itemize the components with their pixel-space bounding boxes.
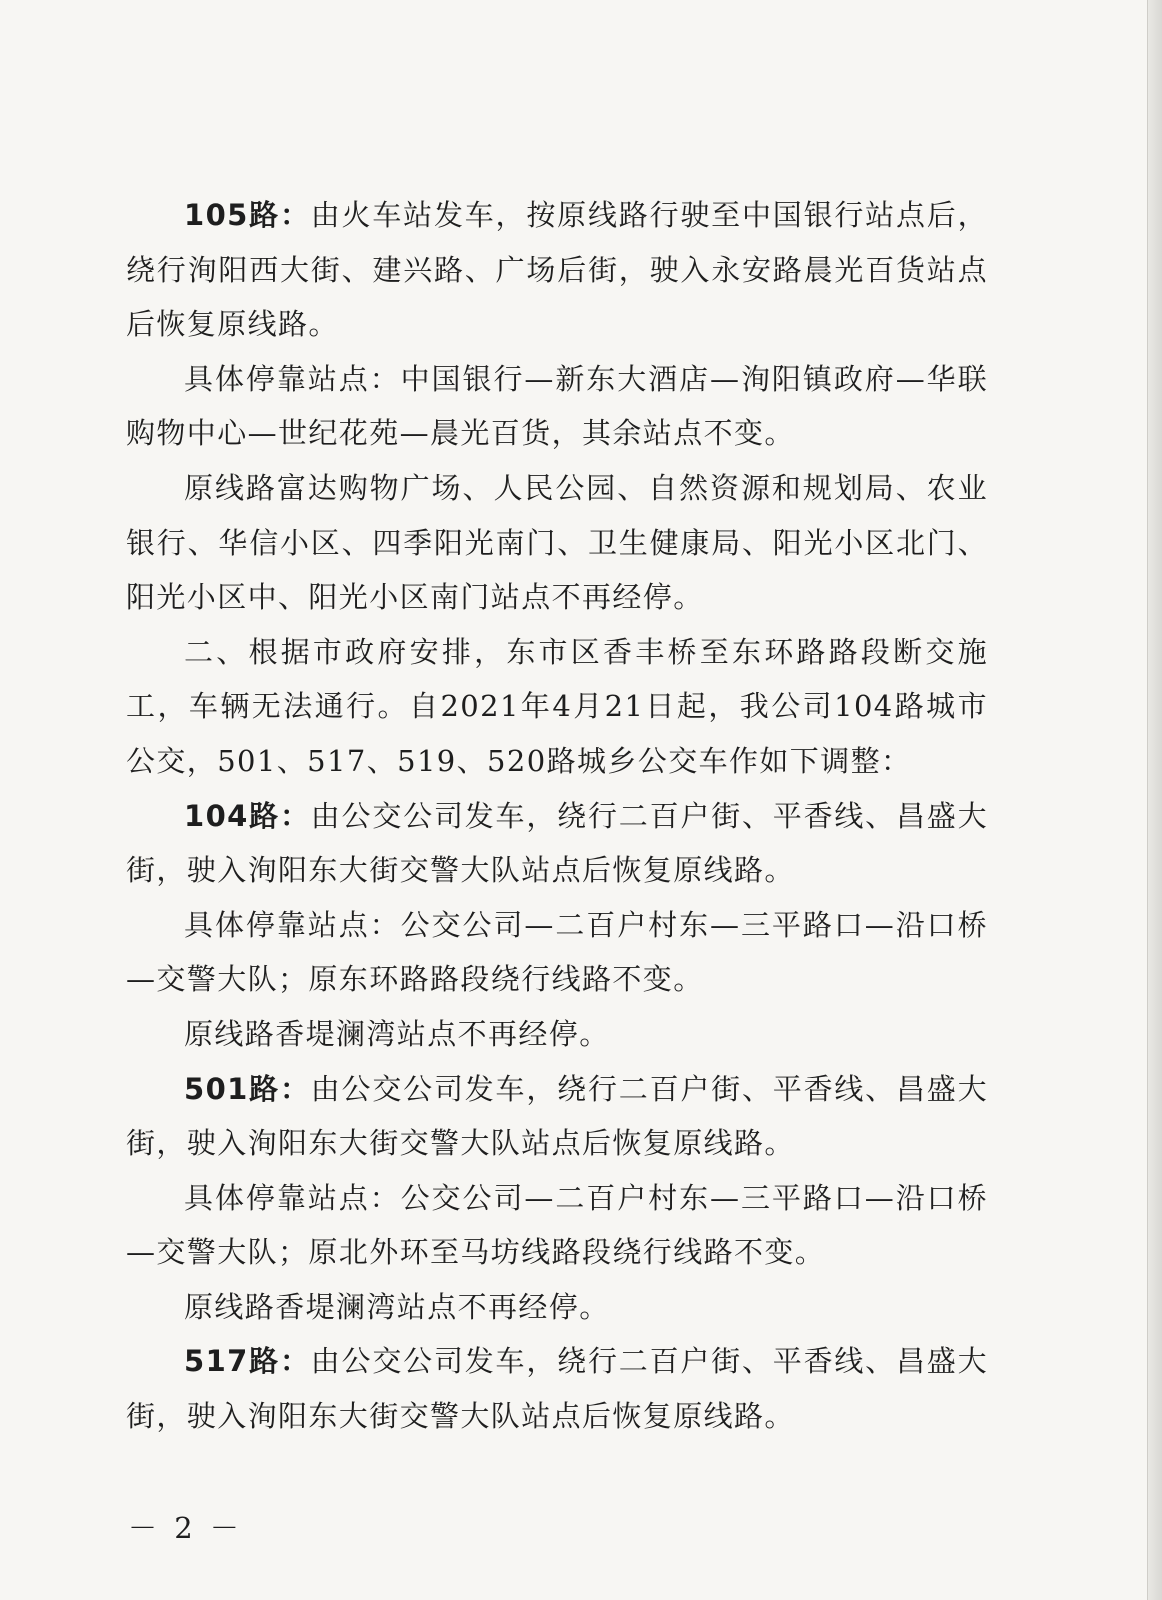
paragraph-104-stops bbox=[126, 898, 988, 1007]
paragraph-105-removed bbox=[126, 461, 988, 625]
page-edge bbox=[1147, 0, 1162, 1600]
route-label: 501路： bbox=[184, 1071, 311, 1106]
paragraph-text: 原线路富达购物广场、人民公园、自然资源和规划局、农业银行、华信小区、四季阳光南门、卫生健康局、阳光小区北门、阳光小区中、阳光小区南门站点不再经停。 bbox=[126, 470, 988, 615]
paragraph-text: 由公交公司发车，绕行二百户街、平香线、昌盛大街，驶入洵阳东大街交警大队站点后恢复原线路。 bbox=[126, 798, 988, 888]
page-number: － 2 － bbox=[128, 1511, 243, 1545]
paragraph-104-route bbox=[126, 789, 988, 898]
paragraph-text: 原线路香堤澜湾站点不再经停。 bbox=[184, 1016, 610, 1051]
paragraph-text: 具体停靠站点：中国银行—新东大酒店—洵阳镇政府—华联购物中心—世纪花苑—晨光百货，其余站点不变。 bbox=[126, 361, 988, 451]
document-body bbox=[126, 188, 988, 1444]
paragraph-text: 二、根据市政府安排，东市区香丰桥至东环路路段断交施工，车辆无法通行。自2021年4月21日起，我公司104路城市公交，501、517、519、520路城乡公交车作如下调整： bbox=[126, 634, 988, 778]
paragraph-text: 具体停靠站点：公交公司—二百户村东—三平路口—沿口桥—交警大队；原北外环至马坊线路段绕行线路不变。 bbox=[126, 1180, 988, 1270]
paragraph-text: 具体停靠站点：公交公司—二百户村东—三平路口—沿口桥—交警大队；原东环路路段绕行线路不变。 bbox=[126, 907, 988, 997]
paragraph-105-stops bbox=[126, 352, 988, 461]
paragraph-501-route bbox=[126, 1062, 988, 1171]
paragraph-text: 原线路香堤澜湾站点不再经停。 bbox=[184, 1289, 610, 1324]
paragraph-105-route bbox=[126, 188, 988, 352]
paragraph-section-two bbox=[126, 625, 988, 789]
paragraph-text: 由公交公司发车，绕行二百户街、平香线、昌盛大街，驶入洵阳东大街交警大队站点后恢复原线路。 bbox=[126, 1344, 988, 1434]
paragraph-104-removed bbox=[126, 1007, 988, 1062]
paragraph-501-stops bbox=[126, 1171, 988, 1280]
route-label: 517路： bbox=[184, 1344, 311, 1379]
route-label: 104路： bbox=[184, 798, 311, 833]
paragraph-text: 由火车站发车，按原线路行驶至中国银行站点后，绕行洵阳西大街、建兴路、广场后街，驶入永安路晨光百货站点后恢复原线路。 bbox=[126, 198, 988, 342]
paragraph-517-route bbox=[126, 1334, 988, 1443]
route-label: 105路： bbox=[184, 198, 311, 232]
paragraph-text: 由公交公司发车，绕行二百户街、平香线、昌盛大街，驶入洵阳东大街交警大队站点后恢复原线路。 bbox=[126, 1071, 988, 1161]
paragraph-501-removed bbox=[126, 1280, 988, 1335]
